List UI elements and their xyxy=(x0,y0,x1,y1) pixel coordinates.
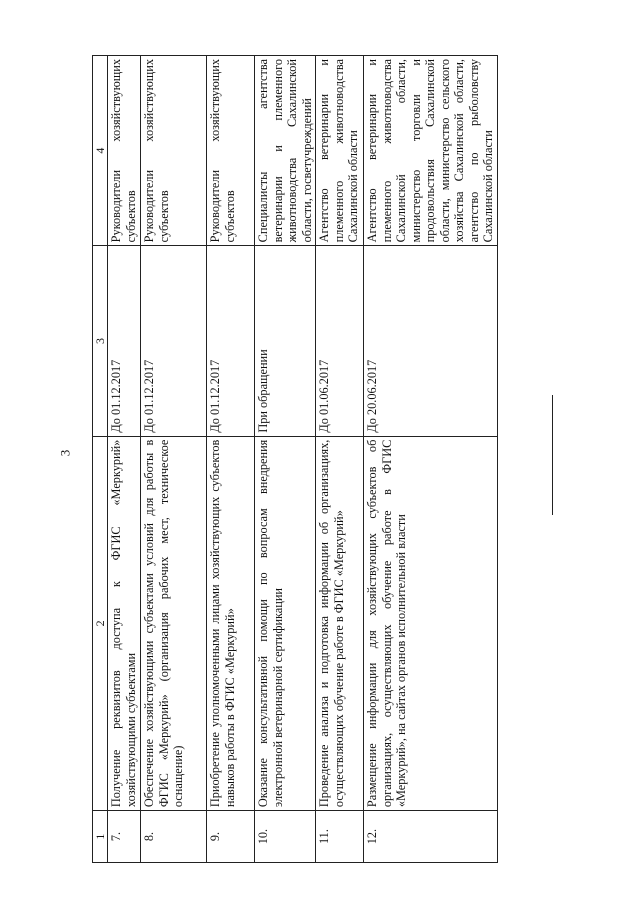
column-header: 3 xyxy=(93,246,108,436)
column-header: 4 xyxy=(93,56,108,246)
deadline-cell: До 01.06.2017 xyxy=(316,246,364,436)
action-cell: Приобретение уполномоченными лицами хозяйствующих субъектов навыков работы в ФГИС «Меркурий» xyxy=(207,436,255,810)
deadline-cell: До 01.12.2017 xyxy=(207,246,255,436)
table-row xyxy=(255,56,316,863)
row-number: 7. xyxy=(108,811,141,863)
table-header-row xyxy=(93,56,108,863)
column-header: 1 xyxy=(93,811,108,863)
column-header: 2 xyxy=(93,436,108,810)
responsible-cell: Руководители хозяйствующих субъектов xyxy=(141,56,207,246)
row-number: 12. xyxy=(364,811,498,863)
responsible-cell: Агентство ветеринарии и племенного животноводства Сахалинской области, министерство торговли и продовольствия Сахалинской области, министерство сельского хозяйства Сахалинской области, агентство по рыболовству Сахалинской области xyxy=(364,56,498,246)
page-number: 3 xyxy=(57,449,73,457)
responsible-cell: Руководители хозяйствующих субъектов xyxy=(108,56,141,246)
responsible-cell: Руководители хозяйствующих субъектов xyxy=(207,56,255,246)
row-number: 10. xyxy=(255,811,316,863)
responsible-cell: Агентство ветеринарии и племенного животноводства Сахалинской области xyxy=(316,56,364,246)
action-cell: Проведение анализа и подготовка информации об организациях, осуществляющих обучение работе в ФГИС «Меркурий» xyxy=(316,436,364,810)
plan-table xyxy=(92,55,498,863)
action-cell: Обеспечение хозяйствующими субъектами условий для работы в ФГИС «Меркурий» (организация рабочих мест, техническое оснащение) xyxy=(141,436,207,810)
row-number: 8. xyxy=(141,811,207,863)
responsible-cell: Специалисты агентства ветеринарии и племенного животноводства Сахалинской области, госветучреждений xyxy=(255,56,316,246)
rotated-table-container xyxy=(92,55,502,863)
deadline-cell: До 01.12.2017 xyxy=(141,246,207,436)
row-number: 11. xyxy=(316,811,364,863)
table-row xyxy=(108,56,141,863)
action-cell: Получение реквизитов доступа к ФГИС «Меркурий» хозяйствующими субъектами xyxy=(108,436,141,810)
deadline-cell: До 20.06.2017 xyxy=(364,246,498,436)
table-row xyxy=(364,56,498,863)
row-number: 9. xyxy=(207,811,255,863)
table-row xyxy=(141,56,207,863)
deadline-cell: До 01.12.2017 xyxy=(108,246,141,436)
action-cell: Оказание консультативной помощи по вопросам внедрения электронной ветеринарной сертификации xyxy=(255,436,316,810)
table-row xyxy=(316,56,364,863)
table-row xyxy=(207,56,255,863)
footer-rule xyxy=(552,395,553,515)
action-cell: Размещение информации для хозяйствующих субъектов об организациях, осуществляющих обучение работе в ФГИС «Меркурий», на сайтах органов исполнительной власти xyxy=(364,436,498,810)
deadline-cell: При обращении xyxy=(255,246,316,436)
